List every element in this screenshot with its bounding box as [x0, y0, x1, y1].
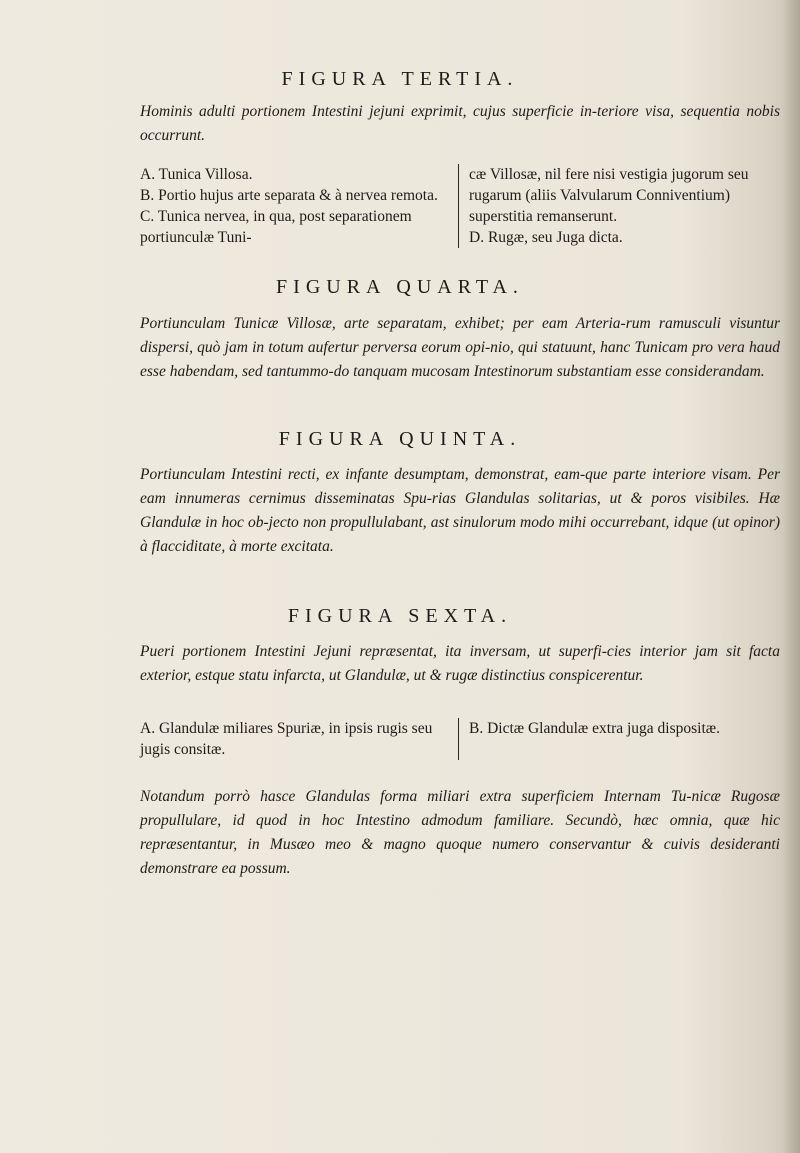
legend-right-column — [459, 164, 780, 248]
legend-item-a: A. Tunica Villosa. — [140, 166, 253, 183]
legend-item-b: B. Portio hujus arte separata & à nervea remota. — [140, 187, 438, 204]
page-edge-shadow — [782, 0, 800, 1153]
heading-figura-quarta: FIGURA QUARTA. — [276, 276, 524, 298]
legend-item-c-cont: cæ Villosæ, nil fere nisi vestigia jugorum seu rugarum (aliis Valvularum Conniventium) superstitia remanserunt. — [469, 166, 749, 225]
heading-figura-quinta: FIGURA QUINTA. — [278, 428, 522, 450]
legend-item-c: C. Tunica nervea, in qua, post separationem portiunculæ Tuni- — [140, 208, 412, 246]
legend-item-d: D. Rugæ, seu Juga dicta. — [469, 229, 623, 246]
text-figura-sexta: Pueri portionem Intestini Jejuni repræsentat, ita inversam, ut superfi-cies interior jam sit facta exterior, estque statu infarcta, ut Glandulæ, ut & rugæ distinctius conspicerentur. — [140, 643, 780, 684]
text-notandum: Notandum porrò hasce Glandulas forma miliari extra superficiem Internam Tu-nicæ Rugosæ propullulare, id quod in hoc Intestino admodum familiare. Secundò, hæc omnia, quæ hic repræsentantur, in Musæo meo & magno quoque numero conservantur & cuivis desideranti demonstrare ea possum. — [140, 788, 780, 877]
legend-figura-tertia — [140, 164, 780, 248]
legend-sexta-right — [459, 718, 780, 760]
legend-figura-sexta — [140, 718, 780, 760]
heading-figura-sexta: FIGURA SEXTA. — [287, 605, 513, 627]
legend-item-sexta-a: A. Glandulæ miliares Spuriæ, in ipsis rugis seu jugis consitæ. — [140, 720, 433, 758]
legend-sexta-left — [140, 718, 459, 760]
legend-item-sexta-b: B. Dictæ Glandulæ extra juga dispositæ. — [469, 720, 720, 737]
heading-figura-tertia: FIGURA TERTIA. — [281, 68, 519, 90]
text-figura-quinta: Portiunculam Intestini recti, ex infante desumptam, demonstrat, eam-que parte interiore visam. Per eam innumeras cernimus disseminatas Spu-rias Glandulas solitarias, ut & poros visibiles. Hæ Glandulæ in hoc ob-jecto non propullulabant, ast sinulorum modo mihi occurrebant, idque (ut opinor) à flacciditate, à morte excitata. — [140, 466, 780, 555]
legend-left-column — [140, 164, 459, 248]
text-figura-quarta: Portiunculam Tunicæ Villosæ, arte separatam, exhibet; per eam Arteria-rum ramusculi visuntur dispersi, quò jam in totum aufertur perversa eorum opi-nio, qui statuunt, hanc Tunicam pro vera haud esse habendam, sed tantummo-do tanquam mucosam Intestinorum substantiam esse considerandam. — [140, 315, 780, 380]
caption-figura-tertia: Hominis adulti portionem Intestini jejuni exprimit, cujus superficie in-teriore visa, sequentia nobis occurrunt. — [140, 103, 780, 144]
